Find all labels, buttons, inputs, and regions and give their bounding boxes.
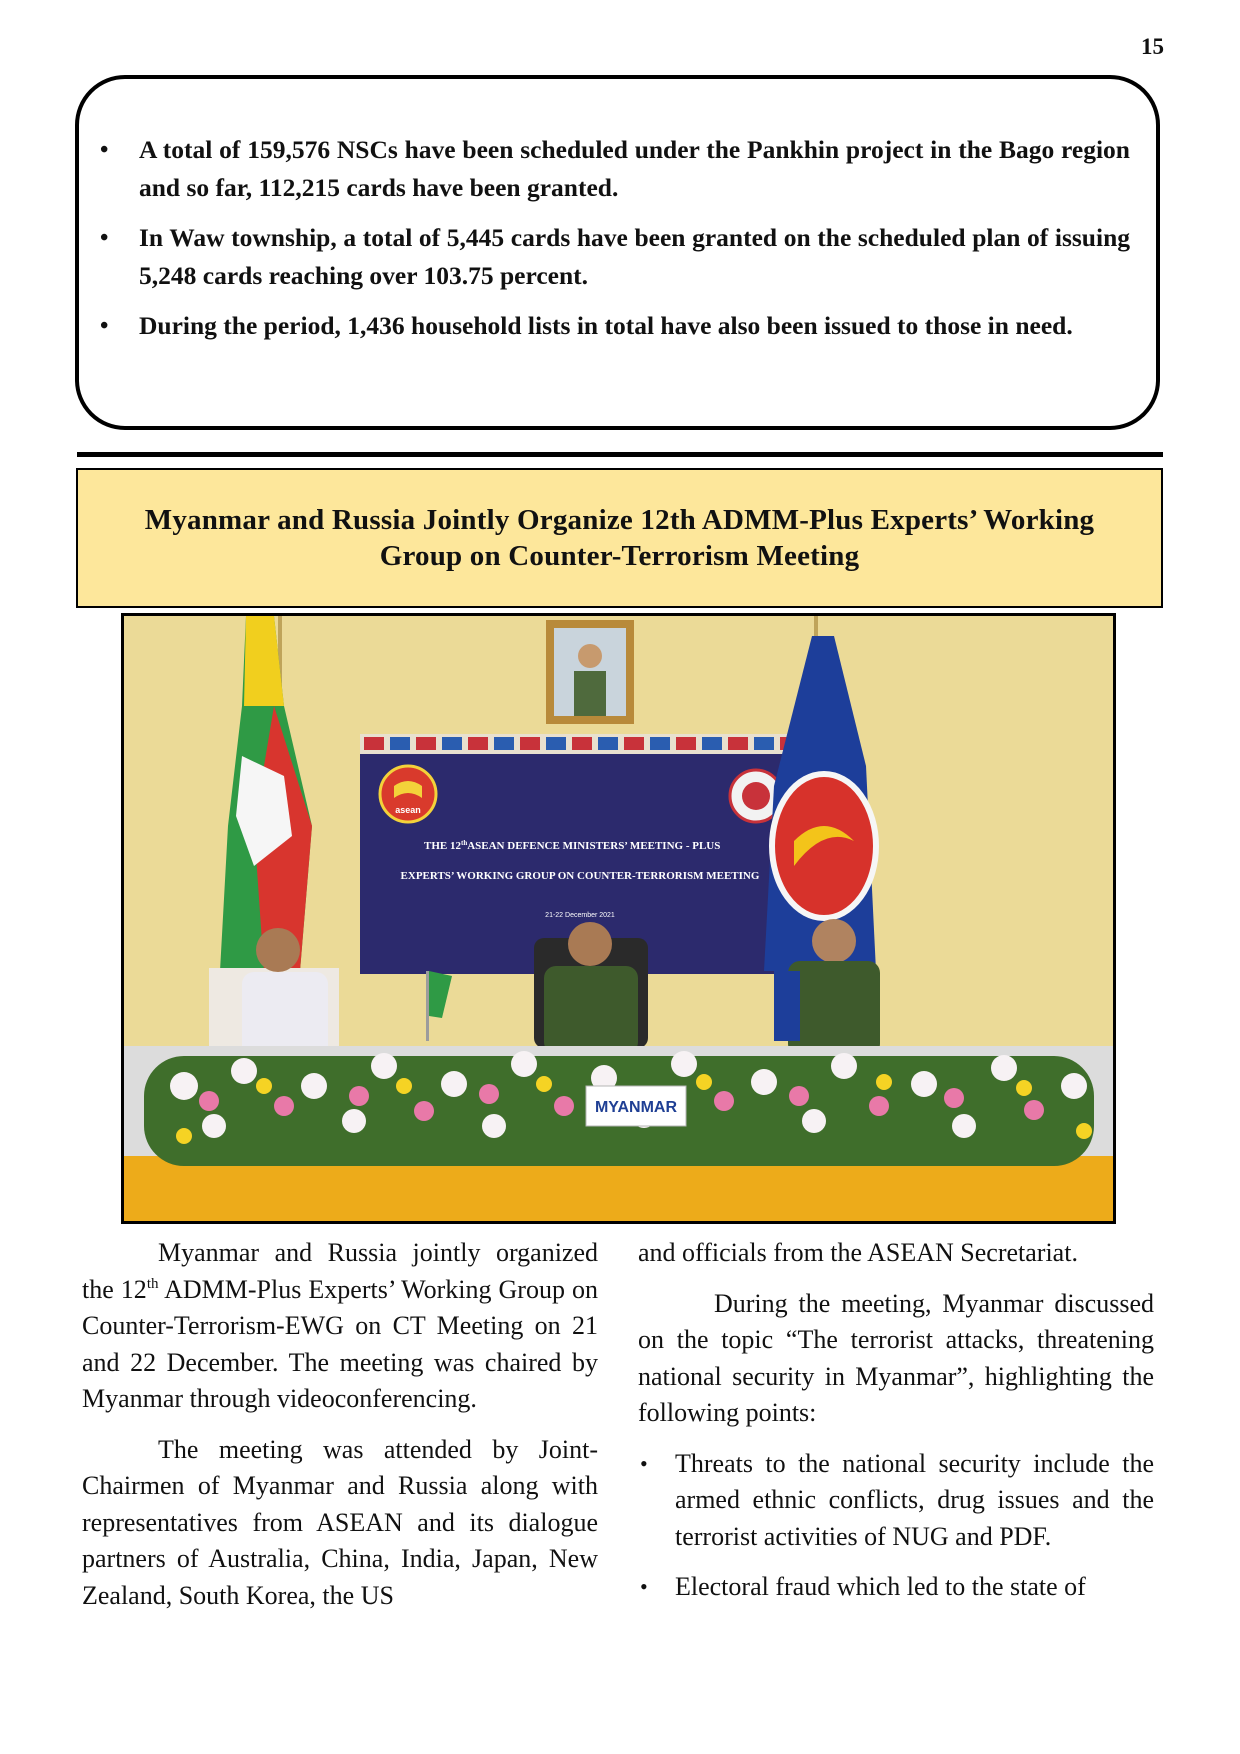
summary-list bbox=[79, 131, 1130, 345]
meeting-photo bbox=[121, 613, 1116, 1224]
bullet-icon: • bbox=[100, 313, 109, 339]
summary-item bbox=[79, 131, 1130, 207]
article-bullet-item: • Electoral fraud which led to the state of bbox=[638, 1569, 1154, 1606]
article-paragraph: During the meeting, Myanmar discussed on the topic “The terrorist attacks, threatening national security in Myanmar”, highlighting the following points: bbox=[638, 1288, 1154, 1427]
summary-item-text: In Waw township, a total of 5,445 cards have been granted on the scheduled plan of issuing 5,248 cards reaching over 103.75 percent. bbox=[139, 223, 1130, 290]
banner-line-2: EXPERTS’ WORKING GROUP ON COUNTER-TERRORISM MEETING bbox=[400, 870, 760, 882]
article-paragraph: and officials from the ASEAN Secretariat. bbox=[638, 1238, 1078, 1267]
bullet-icon: • bbox=[100, 137, 109, 163]
page-number: 15 bbox=[1141, 34, 1164, 59]
article-paragraph: Myanmar and Russia jointly organized the 12th ADMM-Plus Experts’ Working Group on Counter-Terrorism-EWG on CT Meeting on 21 and 22 December. The meeting was chaired by Myanmar through videoconferencing. bbox=[82, 1238, 598, 1413]
banner-dates: 21-22 December 2021 bbox=[545, 912, 615, 919]
summary-item bbox=[79, 219, 1130, 295]
summary-box bbox=[75, 75, 1160, 430]
article-paragraph: The meeting was attended by Joint-Chairmen of Myanmar and Russia along with representatives from ASEAN and its dialogue partners of Australia, China, India, Japan, New Zealand, South Korea, the US bbox=[82, 1434, 598, 1610]
summary-item-text: A total of 159,576 NSCs have been scheduled under the Pankhin project in the Bago region and so far, 112,215 cards have been granted. bbox=[139, 135, 1130, 202]
article-bullet-list bbox=[638, 1446, 1154, 1606]
meeting-photo-illustration bbox=[124, 616, 1113, 1221]
summary-item-text: During the period, 1,436 household lists in total have also been issued to those in need. bbox=[139, 311, 1073, 340]
article-bullet-item: • Threats to the national security include the armed ethnic conflicts, drug issues and the terrorist activities of NUG and PDF. bbox=[638, 1446, 1154, 1556]
headline-box bbox=[76, 468, 1163, 608]
banner-line-1: THE 12thASEAN DEFENCE MINISTERS’ MEETING - PLUS bbox=[424, 839, 721, 852]
article-left-column bbox=[82, 1235, 598, 1628]
flower-arrangement bbox=[124, 1046, 1113, 1221]
section-divider bbox=[77, 452, 1163, 457]
article-right-column bbox=[638, 1235, 1154, 1620]
nameplate-text: MYANMAR bbox=[594, 1099, 678, 1116]
bullet-icon: • bbox=[100, 225, 109, 251]
bullet-icon: • bbox=[640, 1574, 648, 1599]
framed-portrait bbox=[546, 620, 634, 724]
asean-logo-text: asean bbox=[395, 805, 421, 815]
article-headline: Myanmar and Russia Jointly Organize 12th ADMM-Plus Experts’ Working Group on Counter-Terrorism Meeting bbox=[144, 504, 1095, 572]
bullet-icon: • bbox=[640, 1450, 648, 1476]
summary-item bbox=[79, 307, 1130, 345]
